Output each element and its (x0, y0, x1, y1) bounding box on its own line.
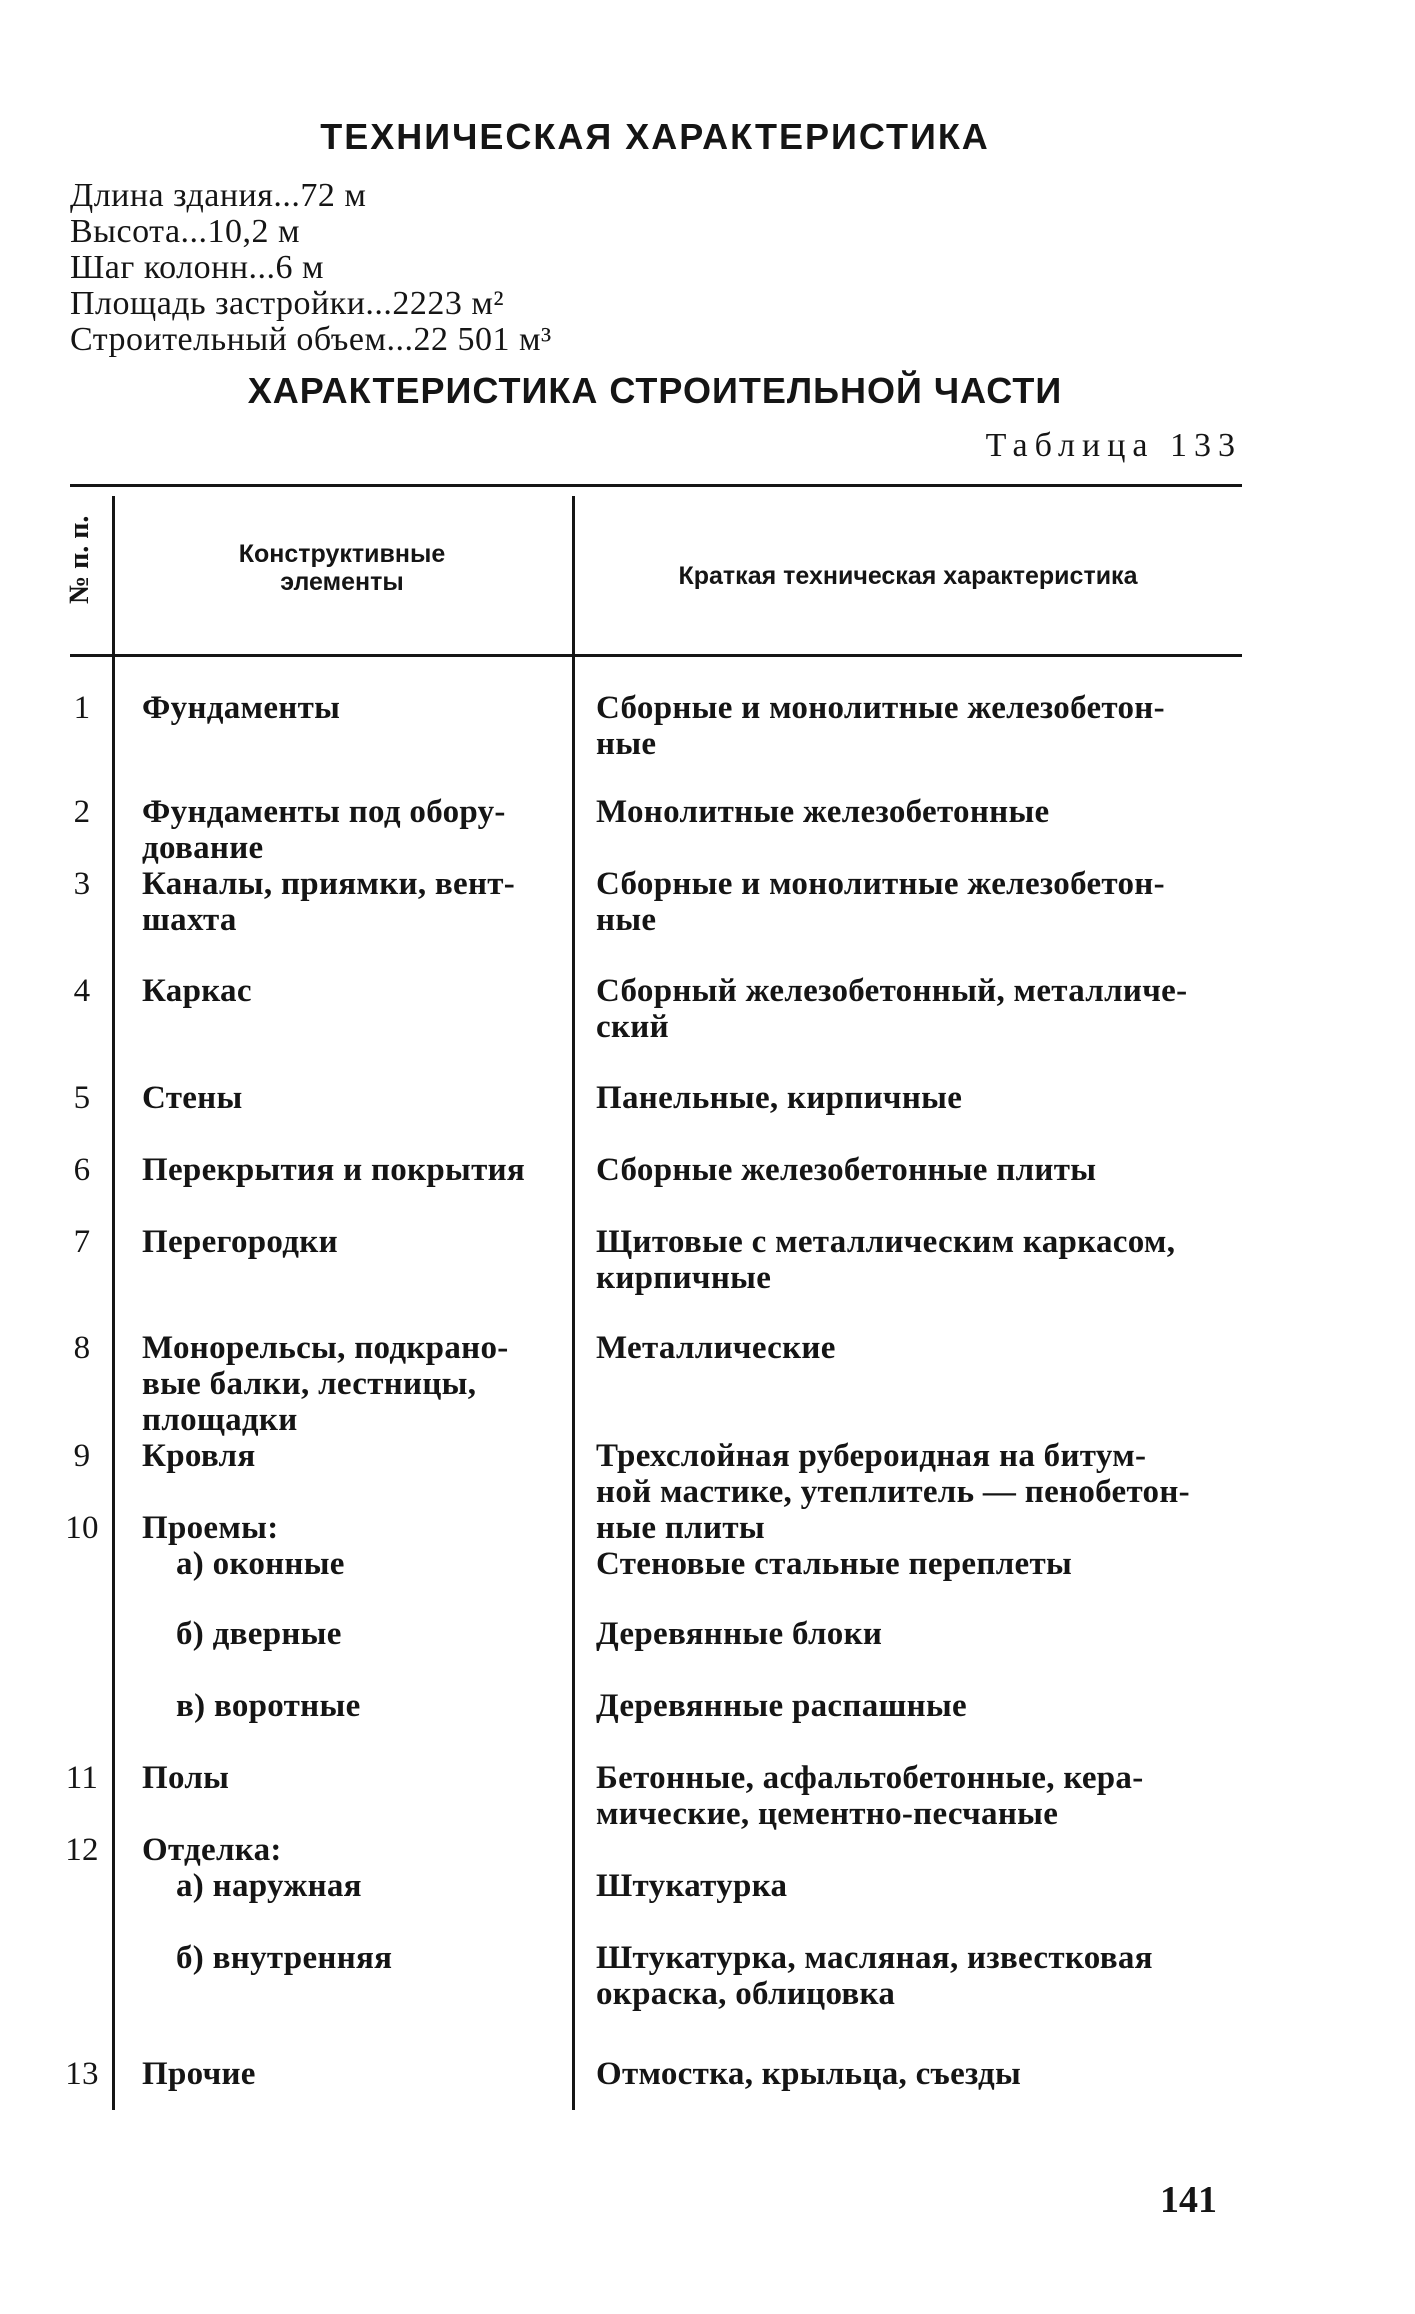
header-elements-line: Конструктивные (238, 540, 446, 568)
row-description (596, 2056, 1236, 2092)
header-description: Краткая техническая характеристика (678, 562, 1138, 590)
table-column-divider-1 (112, 496, 115, 2110)
spec-volume: Строительный объем...22 501 м³ (70, 321, 552, 358)
row-description (596, 1438, 1236, 1546)
row-description (596, 1224, 1236, 1296)
element-line: Каркас (142, 973, 252, 1009)
spec-footprint-area: Площадь застройки...2223 м² (70, 285, 505, 322)
row-num: 5 (73, 1080, 91, 1116)
element-line: Монорельсы, подкрано- (142, 1330, 509, 1366)
row-description (596, 1940, 1236, 2012)
element-line: Прочие (142, 2056, 256, 2092)
element-line: б) дверные (176, 1616, 342, 1652)
row-element (142, 866, 572, 938)
section-heading: ХАРАКТЕРИСТИКА СТРОИТЕЛЬНОЙ ЧАСТИ (247, 370, 1063, 411)
description-line: Сборные и монолитные железобетон- (596, 866, 1165, 902)
row-element (142, 2056, 572, 2092)
row-num: 7 (73, 1224, 91, 1260)
row-num: 1 (73, 690, 91, 726)
row-num: 12 (65, 1832, 99, 1868)
row-num: 11 (65, 1760, 99, 1796)
row-element (142, 1330, 572, 1438)
header-elements (112, 540, 572, 596)
row-description (596, 1546, 1236, 1582)
description-line: Сборные железобетонные плиты (596, 1152, 1097, 1188)
row-description (596, 1152, 1236, 1188)
row-description (596, 690, 1236, 762)
element-line: дование (142, 830, 264, 866)
row-element (142, 1760, 572, 1796)
element-line: Перегородки (142, 1224, 338, 1260)
element-line: Фундаменты под обору- (142, 794, 506, 830)
element-line: вые балки, лестницы, (142, 1366, 477, 1402)
element-line: а) оконные (176, 1546, 345, 1582)
description-line: Сборные и монолитные железобетон- (596, 690, 1165, 726)
row-element (142, 1510, 572, 1582)
description-line: кирпичные (596, 1260, 772, 1296)
page-heading: ТЕХНИЧЕСКАЯ ХАРАКТЕРИСТИКА (320, 116, 990, 157)
description-line: Щитовые с металлическим каркасом, (596, 1224, 1176, 1260)
element-line: а) наружная (176, 1868, 362, 1904)
row-element (142, 1438, 572, 1474)
description-line: ные (596, 726, 657, 762)
row-description (596, 794, 1236, 830)
page-number: 141 (1160, 2179, 1217, 2221)
row-num: 4 (73, 973, 91, 1009)
row-element (142, 1940, 572, 1976)
element-line: Стены (142, 1080, 243, 1116)
description-line: Сборный железобетонный, металличе- (596, 973, 1188, 1009)
description-line: мические, цементно-песчаные (596, 1796, 1059, 1832)
header-num: № п. п. (64, 515, 95, 604)
row-num: 13 (65, 2056, 99, 2092)
description-line: Металлические (596, 1330, 836, 1366)
building-specs (70, 178, 552, 358)
header-elements-line: элементы (280, 568, 404, 596)
row-num: 10 (65, 1510, 99, 1546)
element-line: площадки (142, 1402, 298, 1438)
element-line: шахта (142, 902, 237, 938)
element-line: Отделка: (142, 1832, 282, 1868)
element-line: Перекрытия и покрытия (142, 1152, 526, 1188)
row-element (142, 1688, 572, 1724)
row-element (142, 1152, 572, 1188)
description-line: Деревянные блоки (596, 1616, 883, 1652)
table-header-rule (70, 654, 1242, 657)
row-description (596, 1688, 1236, 1724)
description-line: Панельные, кирпичные (596, 1080, 963, 1116)
description-line: ной мастике, утеплитель — пенобетон- (596, 1474, 1190, 1510)
row-description (596, 1616, 1236, 1652)
row-element (142, 794, 572, 866)
row-description (596, 1760, 1236, 1832)
table-column-divider-2 (572, 496, 575, 2110)
element-line: б) внутренняя (176, 1940, 393, 1976)
description-line: Бетонные, асфальтобетонные, кера- (596, 1760, 1144, 1796)
description-line: ные плиты (596, 1510, 765, 1546)
row-element (142, 690, 572, 726)
spec-length: Длина здания...72 м (70, 177, 367, 214)
element-line: Полы (142, 1760, 230, 1796)
row-num: 2 (73, 794, 91, 830)
description-line: ные (596, 902, 657, 938)
row-description (596, 866, 1236, 938)
spec-height: Высота...10,2 м (70, 213, 301, 250)
description-line: Стеновые стальные переплеты (596, 1546, 1073, 1582)
row-description (596, 1868, 1236, 1904)
description-line: Штукатурка (596, 1868, 788, 1904)
row-element (142, 1832, 572, 1904)
row-num: 6 (73, 1152, 91, 1188)
element-line: Проемы: (142, 1510, 279, 1546)
description-line: Штукатурка, масляная, известковая (596, 1940, 1153, 1976)
row-element (142, 1616, 572, 1652)
row-element (142, 1080, 572, 1116)
row-element (142, 1224, 572, 1260)
description-line: окраска, облицовка (596, 1976, 896, 2012)
row-description (596, 1080, 1236, 1116)
description-line: Трехслойная рубероидная на битум- (596, 1438, 1147, 1474)
table-top-rule (70, 484, 1242, 487)
description-line: Отмостка, крыльца, съезды (596, 2056, 1022, 2092)
description-line: Монолитные железобетонные (596, 794, 1050, 830)
row-description (596, 1330, 1236, 1366)
element-line: Кровля (142, 1438, 256, 1474)
element-line: Каналы, приямки, вент- (142, 866, 516, 902)
row-num: 3 (73, 866, 91, 902)
row-num: 9 (73, 1438, 91, 1474)
row-num: 8 (73, 1330, 91, 1366)
row-element (142, 973, 572, 1009)
table-label: Таблица 133 (985, 427, 1242, 464)
description-line: Деревянные распашные (596, 1688, 967, 1724)
element-line: Фундаменты (142, 690, 341, 726)
element-line: в) воротные (176, 1688, 361, 1724)
spec-column-step: Шаг колонн...6 м (70, 249, 325, 286)
row-description (596, 973, 1236, 1045)
description-line: ский (596, 1009, 669, 1045)
